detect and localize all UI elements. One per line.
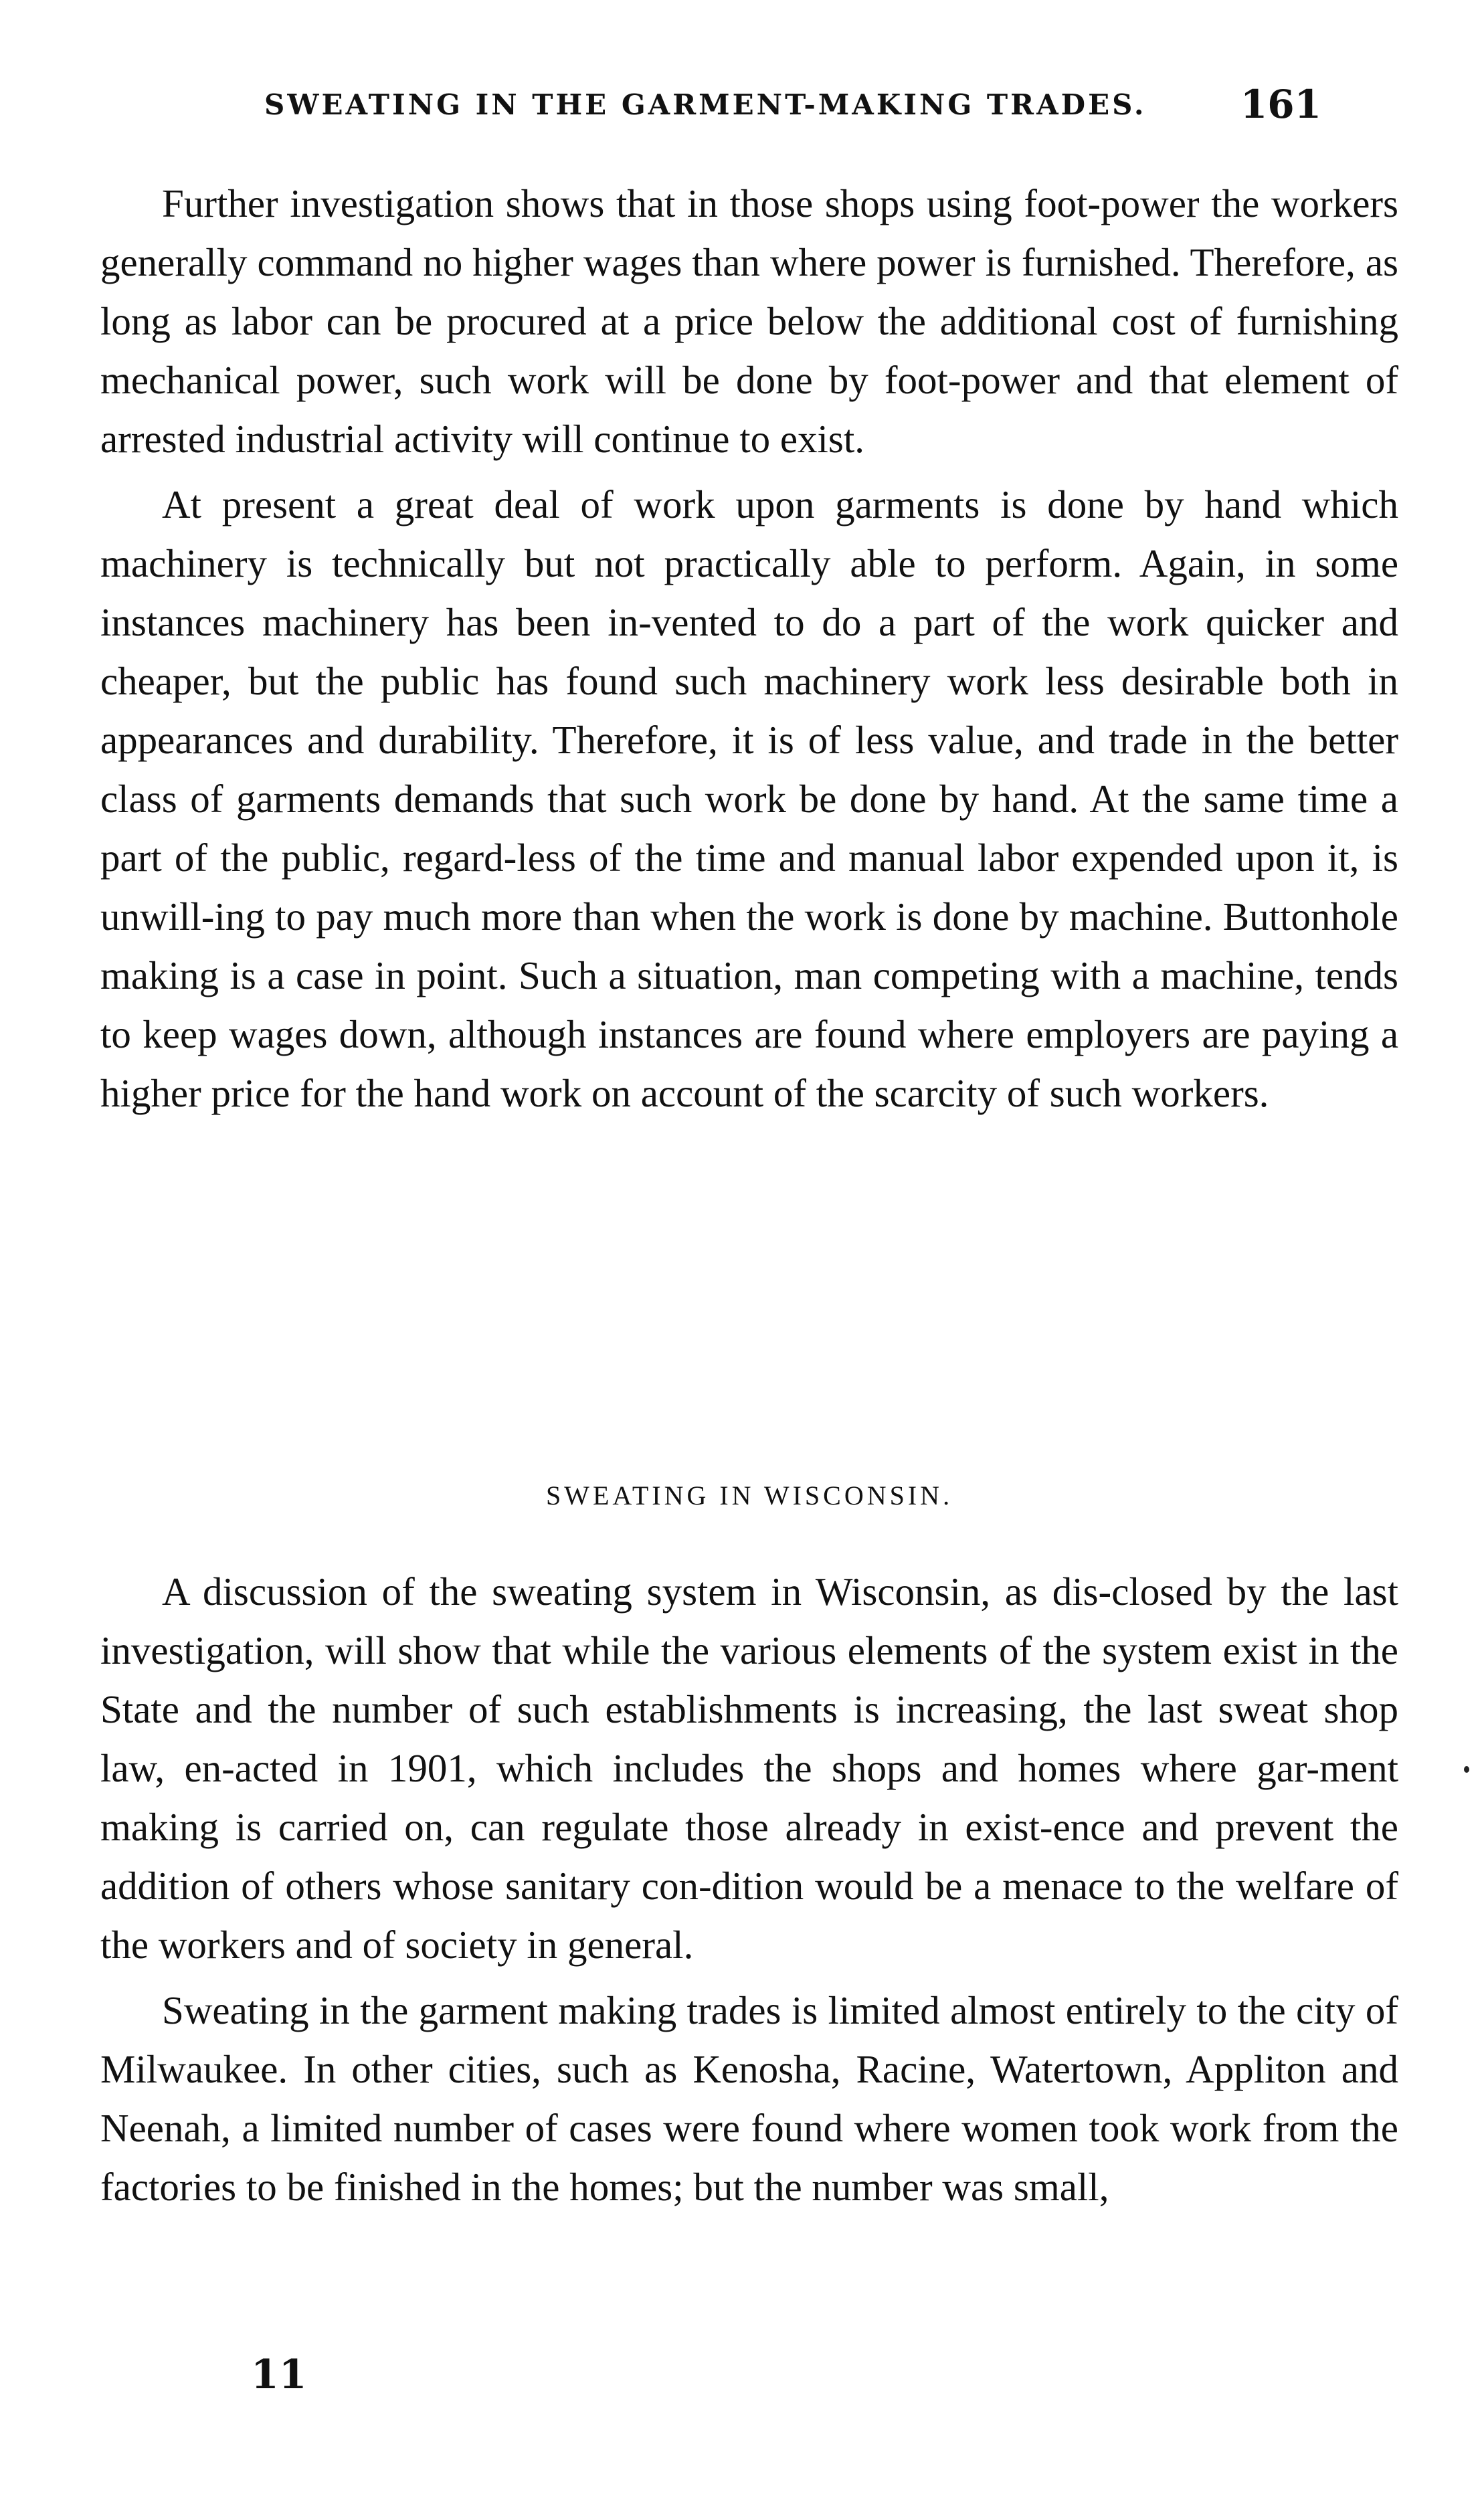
paragraph-wisconsin-discussion: A discussion of the sweating system in Wisconsin, as dis-closed by the last investigation, will show that while the various elements of the system exist in the State and the number of such establishments is increasing, the last sweat shop law, en-acted in 1901, which includes the shops and homes where gar-ment making is carried on, can regulate those already in exist-ence and prevent the addition of others whose sanitary con-dition would be a menace to the welfare of the workers and of society in general. — [100, 1569, 1398, 1967]
paragraph-foot-power: Further investigation shows that in those shops using foot-power the workers generally command no higher wages than where power is furnished. Therefore, as long as labor can be procured at a price below the additional cost of furnishing mechanical power, such work will be done by foot-power and that element of arrested industrial activity will continue to exist. — [100, 181, 1398, 461]
signature-mark: 11 — [251, 2351, 307, 2398]
page-number: 161 — [1240, 82, 1321, 127]
running-head — [264, 79, 1321, 132]
ink-speck — [1464, 1766, 1469, 1773]
paragraph-hand-work: At present a great deal of work upon garments is done by hand which machinery is technically but not practically able to perform. Again, in some instances machinery has been in-vented to do a part of the work quicker and cheaper, but the public has found such machinery work less desirable both in appearances and durability. Therefore, it is of less value, and trade in the better class of garments demands that such work be done by hand. At the same time a part of the public, regard-less of the time and manual labor expended upon it, is unwill-ing to pay much more than when the work is done by machine. Buttonhole making is a case in point. Such a situation, man competing with a machine, tends to keep wages down, although instances are found where employers are paying a higher price for the hand work on account of the scarcity of such workers. — [100, 482, 1398, 1115]
body-text-top — [100, 174, 1398, 1123]
section-heading: SWEATING IN WISCONSIN. — [545, 1480, 953, 1511]
paragraph-milwaukee: Sweating in the garment making trades is limited almost entirely to the city of Milwaukee. In other cities, such as Kenosha, Racine, Watertown, Appliton and Neenah, a limited number of cases were found where women took work from the factories to be finished in the homes; but the number was small, — [100, 1988, 1398, 2209]
running-title: SWEATING IN THE GARMENT-MAKING TRADES. — [264, 88, 1147, 121]
body-text-section — [100, 1562, 1398, 2216]
